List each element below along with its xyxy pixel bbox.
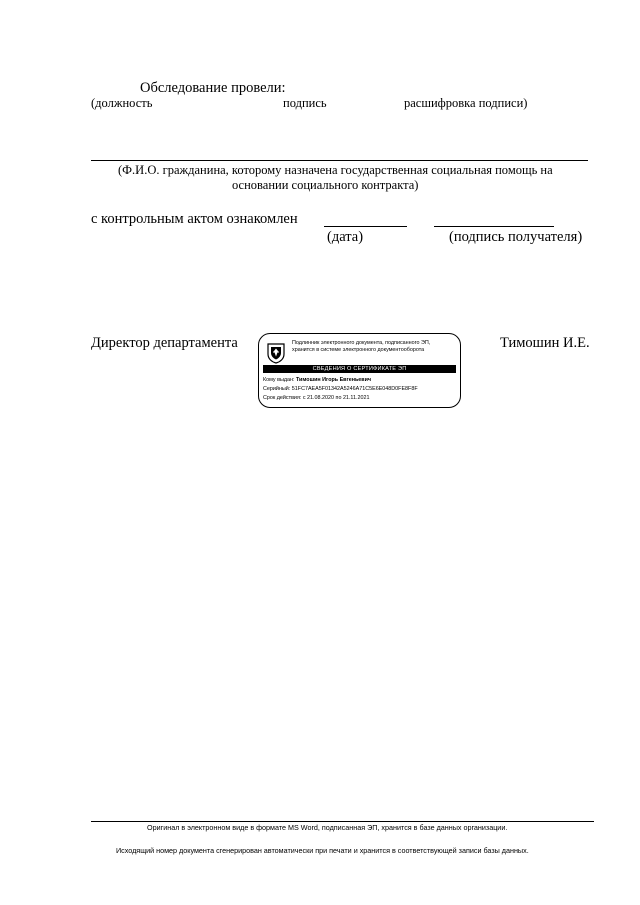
stamp-certificate-bar: СВЕДЕНИЯ О СЕРТИФИКАТЕ ЭП [263,365,456,373]
stamp-header [292,340,430,354]
stamp-serial-value: 51FC7AEA5F01342A5246A71C5E6E048D0FE8F8F [291,386,418,392]
footer-line2: Исходящий номер документа сгенерирован автоматически при печати и хранится в соответствующей записи базы данных. [116,846,529,855]
recipient-signature-caption: (подпись получателя) [449,229,583,245]
footer-divider [91,821,594,822]
stamp-issued-label: Кому выдан: [263,377,295,383]
date-caption: (дата) [327,229,364,245]
acknowledge-text: с контрольным актом ознакомлен [91,211,298,227]
citizen-caption-line1: (Ф.И.О. гражданина, которому назначена государственная социальная помощь на [118,163,553,177]
citizen-caption-line2: основании социального контракта) [232,178,419,192]
position-caption: (должность [91,96,153,110]
signature-decoding-caption: расшифровка подписи) [404,96,528,110]
stamp-serial [263,386,418,393]
stamp-serial-label: Серийный: [263,386,291,392]
stamp-issued-to [263,377,371,384]
footer-line1: Оригинал в электронном виде в формате MS Word, подписанная ЭП, хранится в базе данных организации. [147,823,508,832]
signature-caption: подпись [283,96,327,110]
coat-of-arms-icon [265,342,287,364]
stamp-validity: Срок действия: с 21.08.2020 по 21.11.2021 [263,395,370,401]
stamp-issued-value: Тимошин Игорь Евгеньевич [295,377,372,383]
director-position: Директор департамента [91,335,238,351]
survey-title: Обследование провели: [140,80,286,96]
stamp-header-line2: хранится в системе электронного документооборота [292,347,425,353]
director-name: Тимошин И.Е. [500,335,590,351]
citizen-name-line [91,160,588,161]
electronic-signature-stamp [258,333,461,408]
recipient-signature-line [434,226,554,227]
date-line [324,226,407,227]
stamp-header-line1: Подлинник электронного документа, подписанного ЭП, [292,340,431,346]
